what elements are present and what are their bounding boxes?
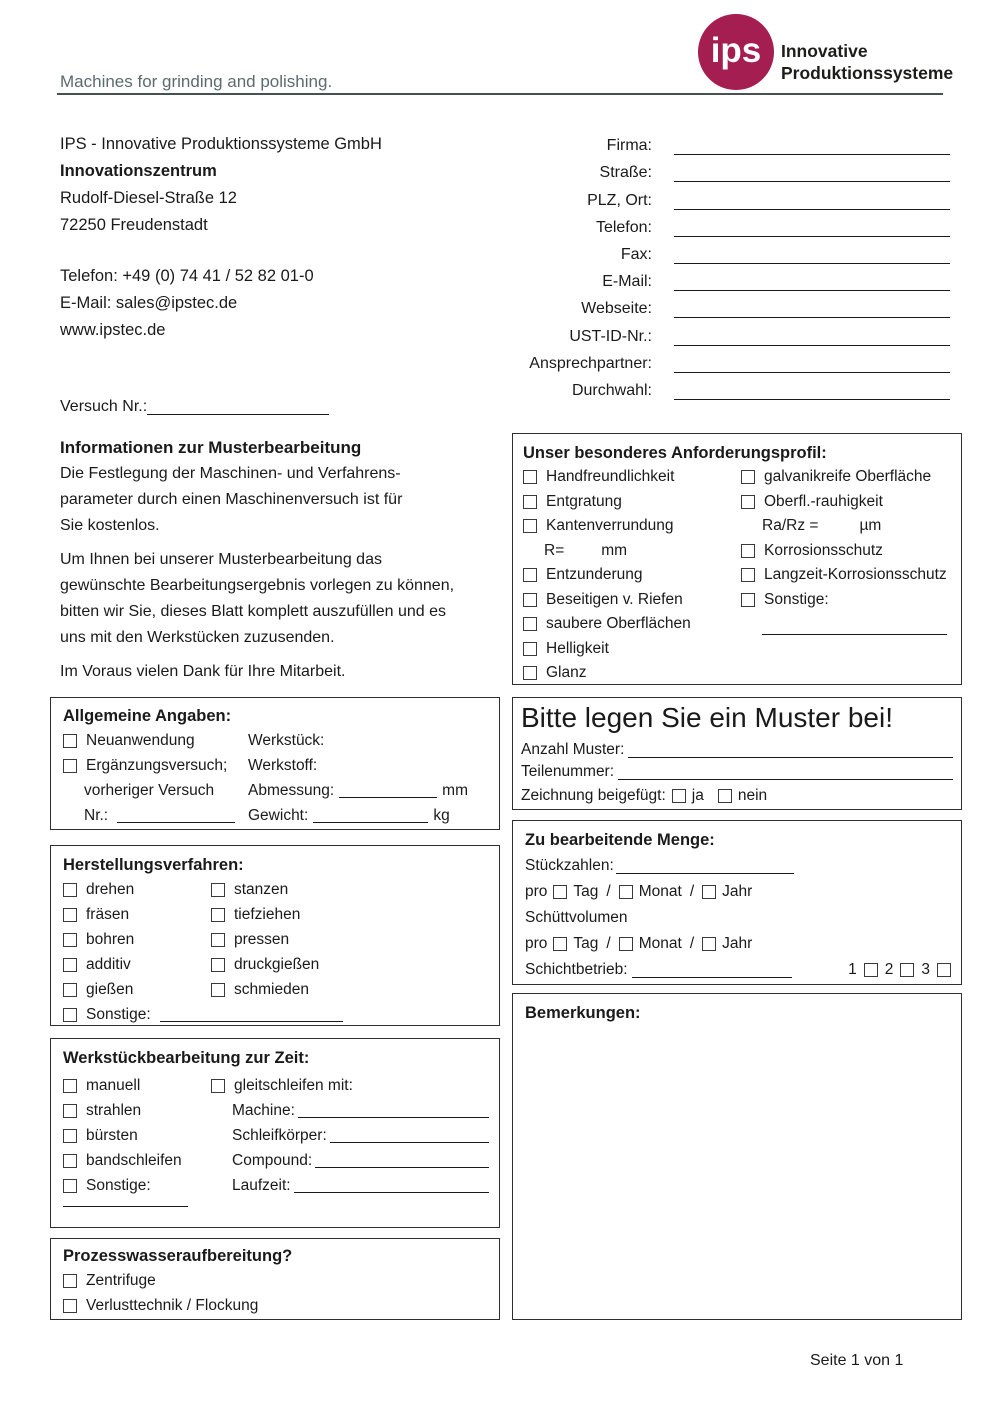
input-line[interactable] — [674, 380, 950, 400]
option-label: Sonstige: — [86, 1176, 151, 1194]
checkbox[interactable] — [702, 937, 716, 951]
shift-options — [848, 961, 951, 979]
field-ust-id — [500, 318, 950, 345]
bemerkungen-title: Bemerkungen: — [525, 1004, 641, 1022]
option-label: gleitschleifen mit: — [234, 1076, 353, 1094]
checkbox[interactable] — [63, 1104, 77, 1118]
field-label: Fax: — [620, 245, 652, 263]
logo-wordmark — [781, 40, 953, 84]
checkbox-option — [523, 563, 735, 588]
info-p2-l3: bitten wir Sie, dieses Blatt komplett auszufüllen und es — [60, 603, 446, 620]
checkbox[interactable] — [211, 1079, 225, 1093]
ips-logo-icon — [698, 14, 774, 90]
option-label: Ergänzungsversuch; — [86, 756, 228, 774]
checkbox-option — [211, 952, 391, 977]
field-strasse — [500, 155, 950, 182]
field-label: Straße: — [599, 164, 652, 182]
option-label: saubere Oberflächen — [546, 615, 691, 633]
input-line[interactable] — [63, 1194, 188, 1207]
schuettvolumen-row — [525, 905, 951, 931]
input-line[interactable] — [674, 162, 950, 182]
text-label: Abmessung: — [248, 781, 335, 799]
field-label: Webseite: — [581, 300, 652, 318]
option-label: ja — [691, 787, 704, 804]
checkbox-option — [523, 637, 735, 662]
checkbox[interactable] — [702, 885, 716, 899]
option-label: tiefziehen — [234, 905, 301, 923]
allgemeine-angaben-title: Allgemeine Angaben: — [63, 707, 232, 725]
checkbox[interactable] — [523, 642, 537, 656]
checkbox-option — [211, 977, 391, 1002]
checkbox[interactable] — [63, 1154, 77, 1168]
info-p3: Im Voraus vielen Dank für Ihre Mitarbeit. — [60, 663, 346, 680]
r-unit: mm — [601, 541, 628, 559]
checkbox[interactable] — [63, 958, 77, 972]
checkbox-option — [63, 902, 208, 927]
option-label: Zentrifuge — [86, 1271, 156, 1289]
menge-rows — [525, 853, 951, 983]
checkbox[interactable] — [523, 617, 537, 631]
checkbox[interactable] — [718, 789, 732, 803]
option-label: Beseitigen v. Riefen — [546, 590, 683, 608]
werkstoff-row — [248, 753, 488, 778]
text-label: Laufzeit: — [232, 1176, 291, 1194]
field-telefon — [500, 210, 950, 237]
shift-label: 3 — [921, 961, 930, 978]
company-city: 72250 Freudenstadt — [60, 216, 208, 234]
checkbox[interactable] — [63, 1299, 77, 1313]
checkbox-option — [63, 728, 243, 753]
muster-box — [512, 697, 962, 810]
input-line[interactable] — [674, 217, 950, 237]
checkbox-option — [211, 927, 391, 952]
checkbox-option — [741, 465, 956, 490]
checkbox[interactable] — [741, 470, 755, 484]
abmessung-row — [248, 778, 488, 803]
zeichnung-row — [521, 785, 767, 807]
field-label: Ansprechpartner: — [529, 354, 652, 372]
gewicht-row — [248, 803, 488, 828]
checkbox-option — [523, 661, 735, 686]
input-line[interactable] — [674, 190, 950, 210]
checkbox-option — [741, 588, 956, 613]
shift-label: 2 — [884, 961, 894, 978]
input-line[interactable] — [339, 783, 437, 798]
text-label: Nr.: — [84, 806, 109, 824]
checkbox[interactable] — [63, 1179, 77, 1193]
checkbox[interactable] — [211, 933, 225, 947]
option-label: Neuanwendung — [86, 731, 195, 749]
input-line[interactable] — [298, 1103, 489, 1118]
text-label: Gewicht: — [248, 806, 309, 824]
field-firma — [500, 128, 950, 155]
option-label: druckgießen — [234, 955, 320, 973]
checkbox[interactable] — [672, 789, 686, 803]
option-label: nein — [737, 787, 768, 804]
logo-line2: Produktionssysteme — [781, 63, 954, 83]
checkbox-option — [523, 588, 735, 613]
info-p1-l1: Die Festlegung der Maschinen- und Verfahrens- — [60, 465, 401, 482]
field-label: PLZ, Ort: — [587, 191, 652, 209]
option-label: Jahr — [722, 935, 753, 952]
checkbox-option — [63, 1148, 203, 1173]
option-label: Oberfl.-rauhigkeit — [764, 492, 883, 510]
input-line[interactable] — [674, 353, 950, 373]
option-label: schmieden — [234, 980, 309, 998]
checkbox[interactable] — [619, 937, 633, 951]
checkbox[interactable] — [741, 593, 755, 607]
werkstueckbearbeitung-title: Werkstückbearbeitung zur Zeit: — [63, 1049, 310, 1067]
compound-row — [232, 1148, 489, 1173]
muster-title: Bitte legen Sie ein Muster bei! — [521, 702, 893, 733]
stueckzahlen-row — [525, 853, 951, 879]
checkbox[interactable] — [553, 937, 567, 951]
company-block — [60, 131, 382, 344]
text-label: Werkstück: — [248, 731, 325, 749]
field-label: E-Mail: — [602, 273, 652, 291]
input-line[interactable] — [618, 765, 953, 780]
checkbox[interactable] — [63, 1079, 77, 1093]
anforderung-right-column — [741, 465, 956, 642]
option-label: galvanikreife Oberfläche — [764, 468, 932, 486]
header-rule — [57, 93, 943, 95]
checkbox[interactable] — [63, 883, 77, 897]
ra-rz-value-row — [741, 514, 956, 539]
r-label: R= — [544, 541, 565, 559]
checkbox-option — [741, 490, 956, 515]
anforderungsprofil-title: Unser besonderes Anforderungsprofil: — [523, 444, 827, 462]
input-line[interactable] — [632, 963, 792, 978]
checkbox-option — [63, 877, 208, 902]
text-label: Schüttvolumen — [525, 909, 628, 926]
option-label: bandschleifen — [86, 1151, 182, 1169]
company-web: www.ipstec.de — [60, 321, 166, 339]
info-p2-l4: uns mit den Werkstücken zuzusenden. — [60, 629, 335, 646]
field-label: UST-ID-Nr.: — [569, 327, 652, 345]
checkbox[interactable] — [63, 1274, 77, 1288]
option-label: Tag — [573, 883, 599, 900]
field-label: Telefon: — [595, 218, 652, 236]
prozesswasser-title: Prozesswasseraufbereitung? — [63, 1247, 293, 1265]
header-tagline: Machines for grinding and polishing. — [60, 72, 333, 91]
allgemein-right-column — [248, 728, 488, 828]
checkbox-option — [741, 563, 956, 588]
prozesswasser-box — [50, 1238, 500, 1320]
text-label: pro — [525, 883, 548, 900]
laufzeit-row — [232, 1173, 489, 1198]
field-ansprechpartner — [500, 346, 950, 373]
separator: / — [606, 883, 611, 900]
pro-row-stueck — [525, 879, 951, 905]
checkbox-option — [741, 539, 956, 564]
input-line[interactable] — [313, 808, 428, 823]
checkbox[interactable] — [741, 495, 755, 509]
checkbox-option — [211, 902, 391, 927]
option-label: Jahr — [722, 883, 753, 900]
shift-label: 1 — [848, 961, 857, 978]
input-line[interactable] — [294, 1178, 489, 1193]
field-plz-ort — [500, 182, 950, 209]
option-label: Sonstige: — [764, 590, 829, 608]
logo-line1: Innovative — [781, 41, 868, 61]
input-line[interactable] — [147, 400, 329, 415]
checkbox[interactable] — [619, 885, 633, 899]
checkbox-option — [63, 1098, 203, 1123]
checkbox-option — [63, 952, 208, 977]
text-label: Werkstoff: — [248, 756, 318, 774]
separator: / — [689, 883, 695, 900]
input-line[interactable] — [616, 859, 794, 874]
text-label: Zeichnung beigefügt: — [521, 787, 666, 804]
page-number: Seite 1 von 1 — [810, 1352, 904, 1369]
company-name: IPS - Innovative Produktionssysteme GmbH — [60, 135, 382, 153]
checkbox[interactable] — [63, 759, 77, 773]
anzahl-muster-row — [521, 739, 953, 761]
herstellung-left-column — [63, 877, 208, 1002]
menge-title: Zu bearbeitende Menge: — [525, 831, 715, 849]
company-street: Rudolf-Diesel-Straße 12 — [60, 189, 237, 207]
ra-unit: µm — [859, 517, 882, 535]
checkbox[interactable] — [523, 568, 537, 582]
checkbox[interactable] — [63, 1008, 77, 1022]
option-label: Entzunderung — [546, 566, 643, 584]
option-label: Kantenverrundung — [546, 517, 674, 535]
checkbox[interactable] — [211, 983, 225, 997]
text-label: Teilenummer: — [521, 763, 615, 780]
logo-circle-text: ips — [710, 30, 762, 70]
info-p1-l3: Sie kostenlos. — [60, 517, 160, 534]
field-email — [500, 264, 950, 291]
anforderungsprofil-box — [512, 433, 962, 685]
input-line[interactable] — [315, 1153, 489, 1168]
input-line[interactable] — [628, 743, 953, 758]
sonstige-line-row — [741, 612, 956, 642]
input-line[interactable] — [674, 135, 950, 155]
checkbox[interactable] — [741, 568, 755, 582]
text-label: Anzahl Muster: — [521, 741, 625, 758]
herstellung-sonstige-row — [63, 1002, 343, 1027]
separator: / — [606, 935, 611, 952]
gleitschleifen-row — [211, 1073, 353, 1098]
unit-label: kg — [433, 806, 450, 824]
checkbox[interactable] — [523, 666, 537, 680]
separator: / — [689, 935, 695, 952]
checkbox[interactable] — [523, 593, 537, 607]
herstellungsverfahren-title: Herstellungsverfahren: — [63, 856, 244, 874]
checkbox-option — [63, 753, 243, 778]
field-webseite — [500, 291, 950, 318]
checkbox-option — [523, 465, 735, 490]
checkbox[interactable] — [63, 908, 77, 922]
company-phone: Telefon: +49 (0) 74 41 / 52 82 01-0 — [60, 267, 314, 285]
option-label: Verlusttechnik / Flockung — [86, 1296, 259, 1314]
versuch-nr-row — [63, 803, 243, 828]
checkbox[interactable] — [937, 963, 951, 977]
text-label: vorheriger Versuch — [84, 781, 215, 799]
input-line[interactable] — [330, 1128, 489, 1143]
info-p2-l1: Um Ihnen bei unserer Musterbearbeitung das — [60, 551, 382, 568]
checkbox-option — [523, 514, 735, 539]
input-line[interactable] — [674, 244, 950, 264]
pro-row-volumen — [525, 931, 951, 957]
input-line[interactable] — [160, 1007, 343, 1022]
text-label: Schichtbetrieb: — [525, 961, 628, 978]
vorheriger-versuch-row — [63, 778, 243, 803]
checkbox-option — [63, 977, 208, 1002]
checkbox-option — [63, 927, 208, 952]
bemerkungen-box[interactable] — [512, 993, 962, 1320]
option-label: pressen — [234, 930, 290, 948]
prozesswasser-options — [63, 1268, 363, 1318]
radius-value-row — [523, 539, 735, 564]
allgemeine-angaben-box — [50, 697, 500, 830]
option-label: stanzen — [234, 880, 289, 898]
input-line[interactable] — [674, 326, 950, 346]
info-title: Informationen zur Musterbearbeitung — [60, 438, 362, 457]
menge-box — [512, 820, 962, 985]
checkbox[interactable] — [864, 963, 878, 977]
allgemein-left-column — [63, 728, 243, 828]
option-label: gießen — [86, 980, 134, 998]
option-label: Sonstige: — [86, 1005, 151, 1023]
field-label: Durchwahl: — [571, 381, 652, 399]
checkbox[interactable] — [523, 519, 537, 533]
company-email: E-Mail: sales@ipstec.de — [60, 294, 238, 312]
option-label: Handfreundlichkeit — [546, 468, 675, 486]
option-label: drehen — [86, 880, 135, 898]
anforderung-left-column — [523, 465, 735, 686]
option-label: Langzeit-Korrosionsschutz — [764, 566, 947, 584]
option-label: Tag — [573, 935, 599, 952]
werkstueckbearbeitung-box — [50, 1038, 500, 1228]
teilenummer-row — [521, 761, 953, 783]
info-p1-l2: parameter durch einen Maschinenversuch ist für — [60, 491, 403, 508]
text-label: Compound: — [232, 1151, 313, 1169]
checkbox[interactable] — [63, 933, 77, 947]
field-fax — [500, 237, 950, 264]
checkbox-option — [63, 1268, 363, 1293]
input-line[interactable] — [674, 298, 950, 318]
option-label: Glanz — [546, 664, 587, 682]
checkbox-option — [523, 612, 735, 637]
option-label: strahlen — [86, 1101, 142, 1119]
herstellung-right-column — [211, 877, 391, 1002]
text-label: Machine: — [232, 1101, 295, 1119]
option-label: manuell — [86, 1076, 141, 1094]
text-label: Stückzahlen: — [525, 857, 614, 874]
option-label: Helligkeit — [546, 639, 609, 657]
checkbox[interactable] — [523, 470, 537, 484]
checkbox-option — [63, 1123, 203, 1148]
checkbox[interactable] — [63, 983, 77, 997]
herstellungsverfahren-box — [50, 845, 500, 1026]
info-section — [60, 438, 520, 685]
gleitschleifen-fields — [232, 1098, 489, 1198]
text-label: Schleifkörper: — [232, 1126, 327, 1144]
checkbox[interactable] — [523, 495, 537, 509]
bearbeitung-left-column — [63, 1073, 203, 1198]
versuch-nr — [60, 398, 329, 416]
checkbox[interactable] — [553, 885, 567, 899]
contact-fields — [500, 128, 950, 400]
field-label: Firma: — [606, 137, 652, 155]
unit-label: mm — [442, 781, 468, 799]
option-label: Entgratung — [546, 492, 622, 510]
checkbox[interactable] — [211, 908, 225, 922]
checkbox-option — [63, 1073, 203, 1098]
versuch-nr-label: Versuch Nr.: — [60, 398, 148, 415]
option-label: bohren — [86, 930, 135, 948]
checkbox-option — [523, 490, 735, 515]
input-line[interactable] — [762, 620, 947, 635]
company-center: Innovationszentrum — [60, 162, 217, 180]
checkbox[interactable] — [211, 883, 225, 897]
option-label: bürsten — [86, 1126, 138, 1144]
checkbox-option — [211, 877, 391, 902]
checkbox-option — [63, 1293, 363, 1318]
input-line[interactable] — [674, 271, 950, 291]
schleifkoerper-row — [232, 1123, 489, 1148]
input-line[interactable] — [117, 808, 235, 823]
option-label: Monat — [638, 883, 682, 900]
info-p2-l2: gewünschte Bearbeitungsergebnis vorlegen zu können, — [60, 577, 455, 594]
option-label: additiv — [86, 955, 131, 973]
option-label: fräsen — [86, 905, 130, 923]
checkbox[interactable] — [211, 958, 225, 972]
option-label: Monat — [638, 935, 682, 952]
checkbox[interactable] — [63, 1129, 77, 1143]
checkbox[interactable] — [63, 734, 77, 748]
machine-row — [232, 1098, 489, 1123]
field-durchwahl — [500, 373, 950, 400]
werkstueck-row — [248, 728, 488, 753]
text-label: pro — [525, 935, 548, 952]
ra-label: Ra/Rz = — [762, 517, 819, 535]
checkbox[interactable] — [900, 963, 914, 977]
schichtbetrieb-row — [525, 957, 951, 983]
checkbox[interactable] — [741, 544, 755, 558]
option-label: Korrosionsschutz — [764, 541, 883, 559]
